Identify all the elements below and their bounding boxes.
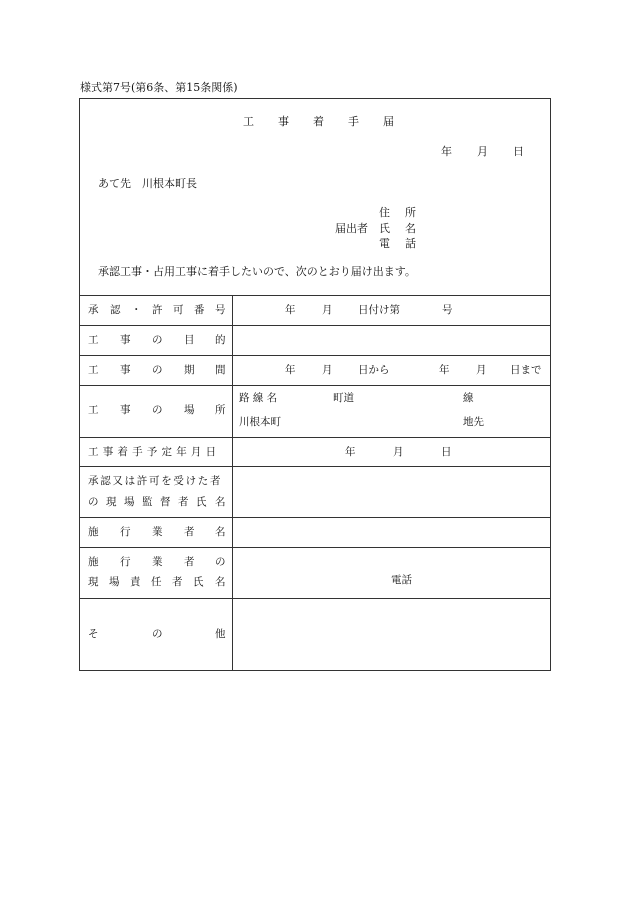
form-title-char: 工 bbox=[243, 115, 254, 128]
purpose-entry-field[interactable] bbox=[234, 327, 549, 353]
label-char: 者 bbox=[184, 526, 195, 538]
phone-label: 電話 bbox=[391, 574, 412, 586]
label-char: 氏 bbox=[196, 496, 207, 508]
label-char: 施 bbox=[88, 526, 99, 538]
notification-form bbox=[79, 98, 551, 671]
row-divider bbox=[80, 325, 550, 326]
period-start-year: 年 bbox=[285, 364, 296, 376]
label-char: 氏 bbox=[193, 576, 204, 588]
row-divider bbox=[80, 547, 550, 548]
form-title-char: 事 bbox=[278, 115, 289, 128]
label-char: 可 bbox=[173, 304, 184, 316]
town-name: 川根本町 bbox=[239, 416, 281, 428]
column-divider bbox=[232, 295, 233, 670]
label-char: 施 bbox=[88, 556, 99, 568]
label-char: の bbox=[152, 628, 163, 640]
label-char: 事 bbox=[120, 364, 131, 376]
form-number-label: 様式第7号(第6条、第15条関係) bbox=[80, 81, 238, 94]
applicant-field-char: 話 bbox=[405, 237, 416, 250]
label-char: 者 bbox=[178, 496, 189, 508]
row-divider bbox=[80, 466, 550, 467]
label-char: 監 bbox=[142, 496, 153, 508]
header-date-day: 日 bbox=[513, 145, 524, 158]
applicant-field-char: 名 bbox=[405, 222, 416, 235]
label-char: 間 bbox=[215, 364, 226, 376]
start-date-month: 月 bbox=[393, 446, 404, 458]
label-char: 者 bbox=[172, 576, 183, 588]
label-char: 場 bbox=[124, 496, 135, 508]
route-name-label: 路 線 名 bbox=[239, 392, 278, 404]
label-char: 所 bbox=[215, 404, 226, 416]
label-char: 現 bbox=[106, 496, 117, 508]
label-char: 名 bbox=[215, 496, 226, 508]
label-char: 現 bbox=[88, 576, 99, 588]
permit-year: 年 bbox=[285, 304, 296, 316]
label-char: 番 bbox=[194, 304, 205, 316]
header-date-year: 年 bbox=[441, 145, 452, 158]
label-char: 許 bbox=[152, 304, 163, 316]
label-char: の bbox=[88, 496, 99, 508]
applicant-field-char: 氏 bbox=[379, 222, 390, 235]
addressee: あて先 川根本町長 bbox=[98, 177, 197, 190]
permit-month: 月 bbox=[322, 304, 333, 316]
label-char: ・ bbox=[131, 304, 142, 316]
form-title-char: 届 bbox=[383, 115, 394, 128]
start-date-label: 工事着手予定年月日 bbox=[88, 446, 221, 458]
start-date-day: 日 bbox=[441, 446, 452, 458]
row-divider bbox=[80, 517, 550, 518]
line-suffix: 線 bbox=[463, 392, 474, 404]
label-char: 名 bbox=[215, 576, 226, 588]
label-char: 期 bbox=[184, 364, 195, 376]
label-char: 督 bbox=[160, 496, 171, 508]
supervisor-label-line1: 承認又は許可を受けた者 bbox=[88, 475, 223, 487]
label-char: そ bbox=[88, 628, 99, 640]
applicant-prefix: 届出者 bbox=[335, 222, 368, 235]
row-divider bbox=[80, 598, 550, 599]
label-char: の bbox=[152, 334, 163, 346]
permit-number-suffix: 号 bbox=[442, 304, 453, 316]
row-divider bbox=[80, 437, 550, 438]
label-char: 号 bbox=[215, 304, 226, 316]
label-char: 承 bbox=[88, 304, 99, 316]
label-char: 工 bbox=[88, 334, 99, 346]
header-date-month: 月 bbox=[477, 145, 488, 158]
label-char: の bbox=[152, 404, 163, 416]
label-char: 場 bbox=[184, 404, 195, 416]
label-char: 事 bbox=[120, 334, 131, 346]
label-char: 責 bbox=[130, 576, 141, 588]
form-title-char: 手 bbox=[348, 115, 359, 128]
town-road-label: 町道 bbox=[333, 392, 354, 404]
period-end-year: 年 bbox=[439, 364, 450, 376]
applicant-field-char: 住 bbox=[379, 206, 390, 219]
applicant-field-char: 電 bbox=[379, 237, 390, 250]
label-char: 工 bbox=[88, 404, 99, 416]
form-title-char: 着 bbox=[313, 115, 324, 128]
label-char: 業 bbox=[152, 526, 163, 538]
label-char: 名 bbox=[215, 526, 226, 538]
label-char: 場 bbox=[109, 576, 120, 588]
label-char: 行 bbox=[120, 556, 131, 568]
label-char: 他 bbox=[215, 628, 226, 640]
row-divider bbox=[80, 385, 550, 386]
period-start-month: 月 bbox=[322, 364, 333, 376]
label-char: 者 bbox=[184, 556, 195, 568]
label-char: 業 bbox=[152, 556, 163, 568]
label-char: の bbox=[215, 556, 226, 568]
label-char: 目 bbox=[184, 334, 195, 346]
period-end-month: 月 bbox=[476, 364, 487, 376]
permit-date-suffix: 日付け第 bbox=[358, 304, 400, 316]
label-char: 的 bbox=[215, 334, 226, 346]
statement: 承認工事・占用工事に着手したいので、次のとおり届け出ます。 bbox=[98, 265, 416, 278]
period-end-day: 日まで bbox=[510, 364, 542, 376]
label-char: 行 bbox=[120, 526, 131, 538]
row-divider bbox=[80, 295, 550, 296]
vicinity-suffix: 地先 bbox=[463, 416, 484, 428]
applicant-field-char: 所 bbox=[405, 206, 416, 219]
start-date-year: 年 bbox=[345, 446, 356, 458]
label-char: 事 bbox=[120, 404, 131, 416]
period-start-day: 日から bbox=[358, 364, 390, 376]
label-char: 任 bbox=[151, 576, 162, 588]
row-divider bbox=[80, 355, 550, 356]
label-char: 認 bbox=[110, 304, 121, 316]
label-char: の bbox=[152, 364, 163, 376]
label-char: 工 bbox=[88, 364, 99, 376]
